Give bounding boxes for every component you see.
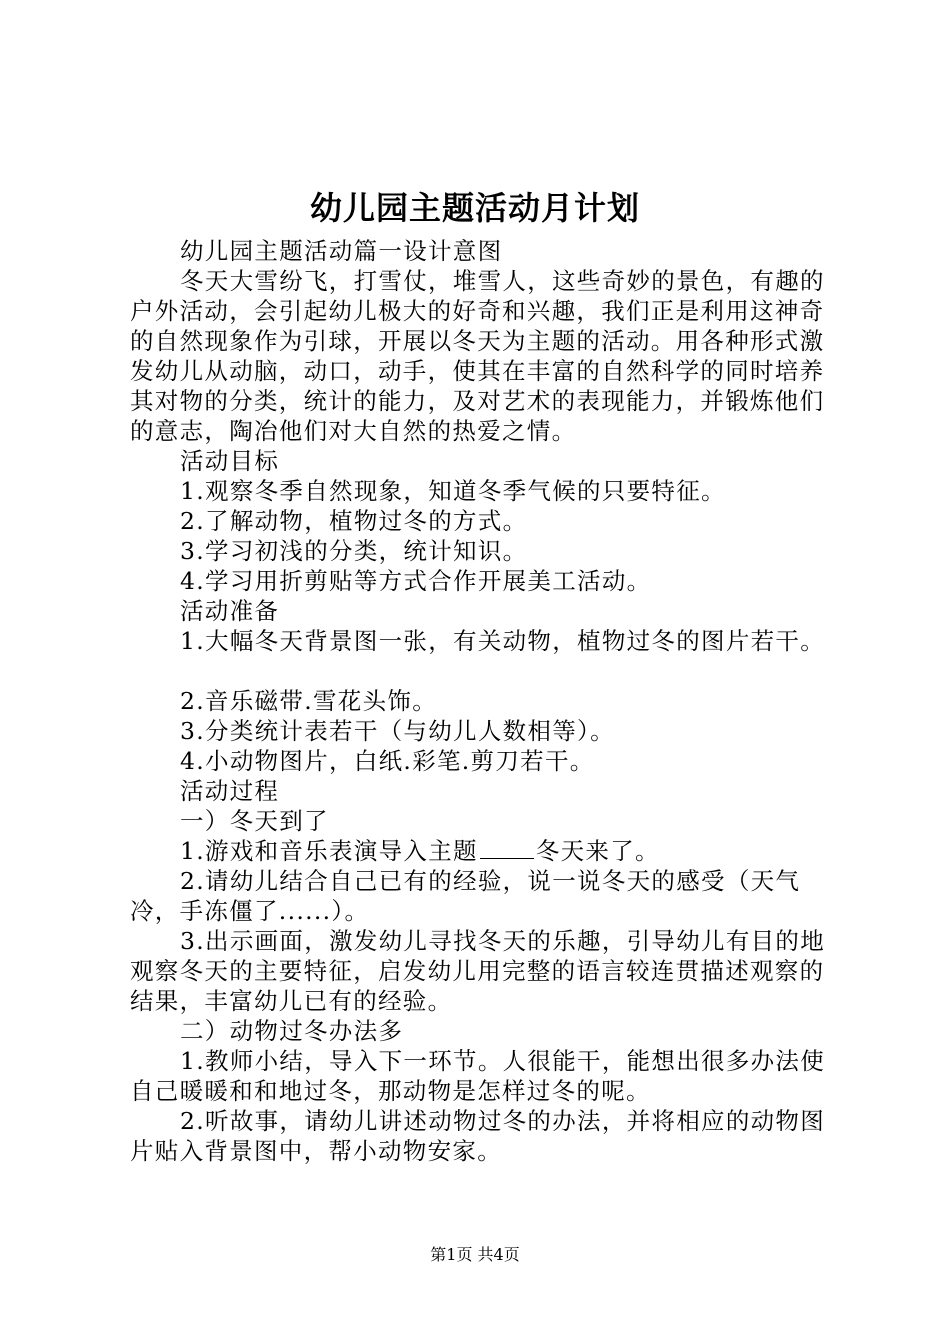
- fill-blank: [480, 836, 534, 859]
- document-body: [130, 236, 830, 1166]
- blank-line: [130, 656, 830, 686]
- subsection-heading: 二）动物过冬办法多: [180, 1017, 404, 1045]
- section-heading: 活动过程: [180, 777, 280, 805]
- list-item: 3.学习初浅的分类，统计知识。: [180, 537, 528, 565]
- paragraph: 冬天大雪纷飞，打雪仗，堆雪人，这些奇妙的景色，有趣的户外活动，会引起幼儿极大的好奇和兴趣，我们正是利用这神奇的自然现象作为引球，开展以冬天为主题的活动。用各种形式激发幼儿从动脑，动口，动手，使其在丰富的自然科学的同时培养其对物的分类，统计的能力，及对艺术的表现能力，并锻炼他们的意志，陶冶他们对大自然的热爱之情。: [130, 267, 825, 445]
- document-title: 幼儿园主题活动月计划: [309, 189, 640, 227]
- list-item: 3.出示画面，激发幼儿寻找冬天的乐趣，引导幼儿有目的地观察冬天的主要特征，启发幼儿用完整的语言较连贯描述观察的结果，丰富幼儿已有的经验。: [130, 927, 826, 1015]
- list-item: 1.教师小结，导入下一环节。人很能干，能想出很多办法使自己暖暖和和地过冬，那动物是怎样过冬的呢。: [130, 1047, 826, 1105]
- list-item: 2.音乐磁带.雪花头饰。: [180, 687, 437, 715]
- game-line-after: 冬天来了。: [535, 837, 660, 865]
- list-item: 4.学习用折剪贴等方式合作开展美工活动。: [180, 567, 652, 595]
- list-item: 2.请幼儿结合自己已有的经验，说一说冬天的感受（天气冷，手冻僵了......）。: [130, 867, 801, 925]
- game-line-before: 1.游戏和音乐表演导入主题: [180, 837, 478, 865]
- list-item: 3.分类统计表若干（与幼儿人数相等）。: [180, 717, 615, 745]
- list-item: 1.观察冬季自然现象，知道冬季气候的只要特征。: [180, 477, 726, 505]
- page-footer: 第1页 共4页: [430, 1245, 520, 1264]
- list-item: 2.听故事，请幼儿讲述动物过冬的办法，并将相应的动物图片贴入背景图中，帮小动物安家。: [130, 1107, 826, 1165]
- list-item: 4.小动物图片，白纸.彩笔.剪刀若干。: [180, 747, 595, 775]
- section-heading: 活动目标: [180, 447, 280, 475]
- section-heading: 活动准备: [180, 597, 280, 625]
- section-heading: 幼儿园主题活动篇一设计意图: [180, 237, 503, 265]
- list-item: [130, 836, 830, 866]
- list-item: 2.了解动物，植物过冬的方式。: [180, 507, 528, 535]
- subsection-heading: 一）冬天到了: [180, 807, 329, 835]
- list-item: 1.大幅冬天背景图一张，有关动物，植物过冬的图片若干。: [180, 627, 826, 655]
